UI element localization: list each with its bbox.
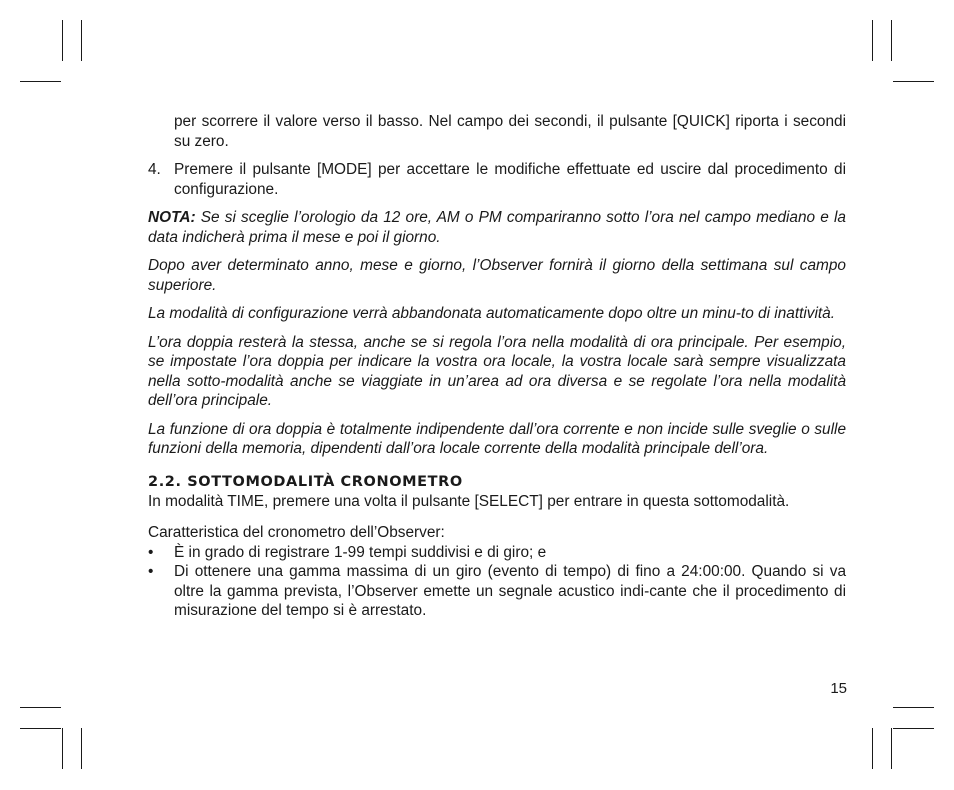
page-number: 15 [830,680,847,697]
note-text: Se si sceglie l’orologio da 12 ore, AM o PM compariranno sotto l’ora nel campo mediano e la data indicherà prima il mese e poi il giorno. [148,209,846,246]
bullet-marker: • [148,543,154,561]
step-4 [148,160,846,199]
bullet-marker: • [148,563,154,580]
bullet-text: È in grado di registrare 1-99 tempi suddivisi e di giro; e [174,543,547,561]
step-number: 4. [148,161,161,178]
paragraph-continuation: per scorrere il valore verso il basso. Nel campo dei secondi, il pulsante [QUICK] riporta i secondi su zero. [174,113,846,150]
step-text: Premere il pulsante [MODE] per accettare le modifiche effettuate ed uscire dal procedimento di configurazione. [174,161,846,198]
italic-paragraph-weekday: Dopo aver determinato anno, mese e giorno, l’Observer fornirà il giorno della settimana sul campo superiore. [148,257,846,294]
italic-paragraph-dual-time: L’ora doppia resterà la stessa, anche se si regola l’ora nella modalità di ora principale. Per esempio, se impostate l’ora doppia per indicare la vostra ora locale, la vostra locale sarà sempre visualizzata nella sotto-modalità anche se viaggiate in un’area ad ora diversa e se regolate l’ora nella modalità dell’ora principale. [148,333,846,409]
crop-mark [20,707,61,708]
crop-mark [62,728,63,769]
crop-mark [872,20,873,61]
features-intro: Caratteristica del cronometro dell’Observer: [148,524,445,541]
crop-mark [81,20,82,61]
note-label: NOTA: [148,209,196,226]
bullet-item [148,543,846,563]
crop-mark [891,728,892,769]
crop-mark [20,81,61,82]
italic-paragraph-independence: La funzione di ora doppia è totalmente indipendente dall’ora corrente e non incide sulle sveglie o sulle funzioni della memoria, dipendenti dall’ora locale corrente della modalità principale dell’ora. [148,420,846,457]
crop-mark [891,20,892,61]
note-paragraph [148,208,846,247]
section-intro: In modalità TIME, premere una volta il pulsante [SELECT] per entrare in questa sottomodalità. [148,492,790,510]
bullet-text: Di ottenere una gamma massima di un giro (evento di tempo) di fino a 24:00:00. Quando si va oltre la gamma prevista, l’Observer emette un segnale acustico indi-cante che il procedimento di misurazione del tempo si è arrestato. [174,563,846,619]
page-body [148,112,846,621]
crop-mark [20,728,61,729]
crop-mark [62,20,63,61]
crop-mark [893,707,934,708]
crop-mark [893,728,934,729]
section-heading: 2.2. SOTTOMODALITÀ CRONOMETRO [148,473,463,490]
crop-mark [872,728,873,769]
crop-mark [893,81,934,82]
italic-paragraph-timeout: La modalità di configurazione verrà abbandonata automaticamente dopo oltre un minu-to di inattività. [148,305,836,322]
crop-mark [81,728,82,769]
bullet-item [148,562,846,621]
